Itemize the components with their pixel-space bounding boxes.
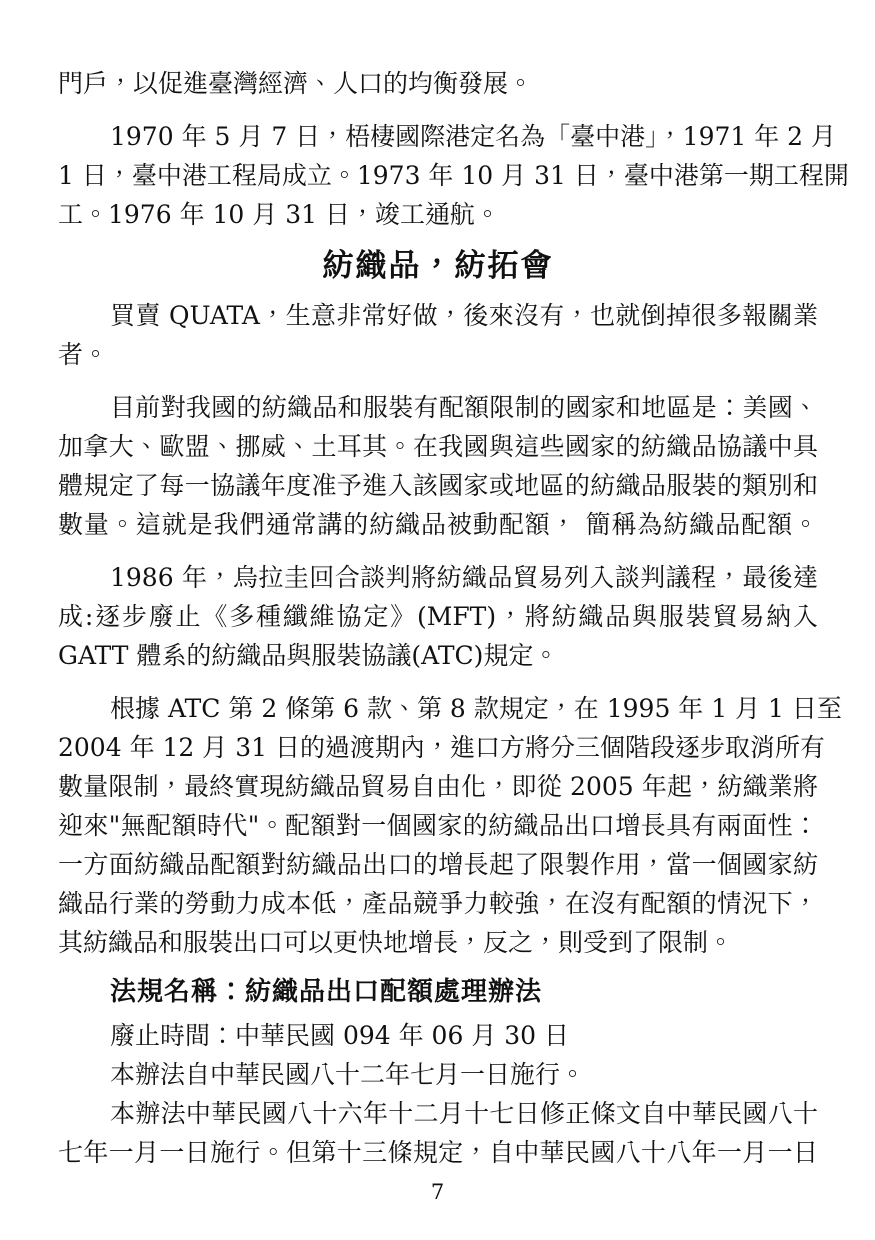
text-line: 目前對我國的紡織品和服裝有配額限制的國家和地區是：美國、 xyxy=(110,393,818,422)
text-line: 加拿大、歐盟、挪威、土耳其。在我國與這些國家的紡織品協議中具 xyxy=(58,432,818,461)
text-line: 門戶，以促進臺灣經濟、人口的均衡發展。 xyxy=(58,69,534,98)
text-line: 迎來"無配額時代"。配額對一個國家的紡織品出口增長具有兩面性： xyxy=(58,811,818,840)
paragraph-uruguay-round xyxy=(58,558,818,675)
text-column xyxy=(58,64,849,1172)
section-title-textiles: 紡織品，紡拓會 xyxy=(322,248,554,284)
text-line: GATT 體系的紡織品與服裝協議(ATC)規定。 xyxy=(58,641,559,670)
paragraph-effective-date xyxy=(58,1055,818,1094)
page-number: 7 xyxy=(430,1180,445,1204)
paragraph-quota-countries xyxy=(58,388,818,544)
paragraph-atc-provisions xyxy=(58,689,842,962)
text-line: 數量。這就是我們通常講的紡織品被動配額， 簡稱為紡織品配額。 xyxy=(58,510,818,539)
text-line: 者。 xyxy=(58,340,109,369)
text-line: 買賣 QUATA，生意非常好做，後來沒有，也就倒掉很多報關業 xyxy=(110,301,818,330)
paragraph-port-development-continued xyxy=(58,64,818,103)
text-line: 1970 年 5 月 7 日，梧棲國際港定名為「臺中港」，1971 年 2 月 xyxy=(110,122,837,151)
text-line: 1 日，臺中港工程局成立。1973 年 10 月 31 日，臺中港第一期工程開 xyxy=(58,161,849,190)
subsection-title-regulation-name: 法規名稱：紡織品出口配額處理辦法 xyxy=(110,977,543,1007)
paragraph-taichung-port-history xyxy=(58,117,849,234)
paragraph-quata-trading xyxy=(58,296,818,374)
text-line: 數量限制，最終實現紡織品貿易自由化，即從 2005 年起，紡織業將 xyxy=(58,772,818,801)
text-line: 本辦法自中華民國八十二年七月一日施行。 xyxy=(110,1060,586,1089)
text-line: 體規定了每一協議年度准予進入該國家或地區的紡織品服裝的類別和 xyxy=(58,471,818,500)
text-line: 廢止時間：中華民國 094 年 06 月 30 日 xyxy=(110,1021,570,1050)
text-line: 成:逐步廢止《多種纖維協定》(MFT)，將紡織品與服裝貿易納入 xyxy=(58,602,818,631)
text-line: 工。1976 年 10 月 31 日，竣工通航。 xyxy=(58,200,500,229)
text-line: 七年一月一日施行。但第十三條規定，自中華民國八十八年一月一日 xyxy=(58,1138,818,1167)
paragraph-abolition-date xyxy=(58,1016,818,1055)
paragraph-amendment-date xyxy=(58,1094,818,1172)
text-line: 一方面紡織品配額對紡織品出口的增長起了限製作用，當一個國家紡 xyxy=(58,850,818,879)
text-line: 其紡織品和服裝出口可以更快地增長，反之，則受到了限制。 xyxy=(58,928,734,957)
text-line: 1986 年，烏拉圭回合談判將紡織品貿易列入談判議程，最後達 xyxy=(110,563,818,592)
text-line: 2004 年 12 月 31 日的過渡期內，進口方將分三個階段逐步取消所有 xyxy=(58,733,825,762)
text-line: 本辦法中華民國八十六年十二月十七日修正條文自中華民國八十 xyxy=(110,1099,818,1128)
text-line: 根據 ATC 第 2 條第 6 款、第 8 款規定，在 1995 年 1 月 1 日至 xyxy=(110,694,842,723)
text-line: 織品行業的勞動力成本低，產品競爭力較強，在沒有配額的情況下， xyxy=(58,889,818,918)
